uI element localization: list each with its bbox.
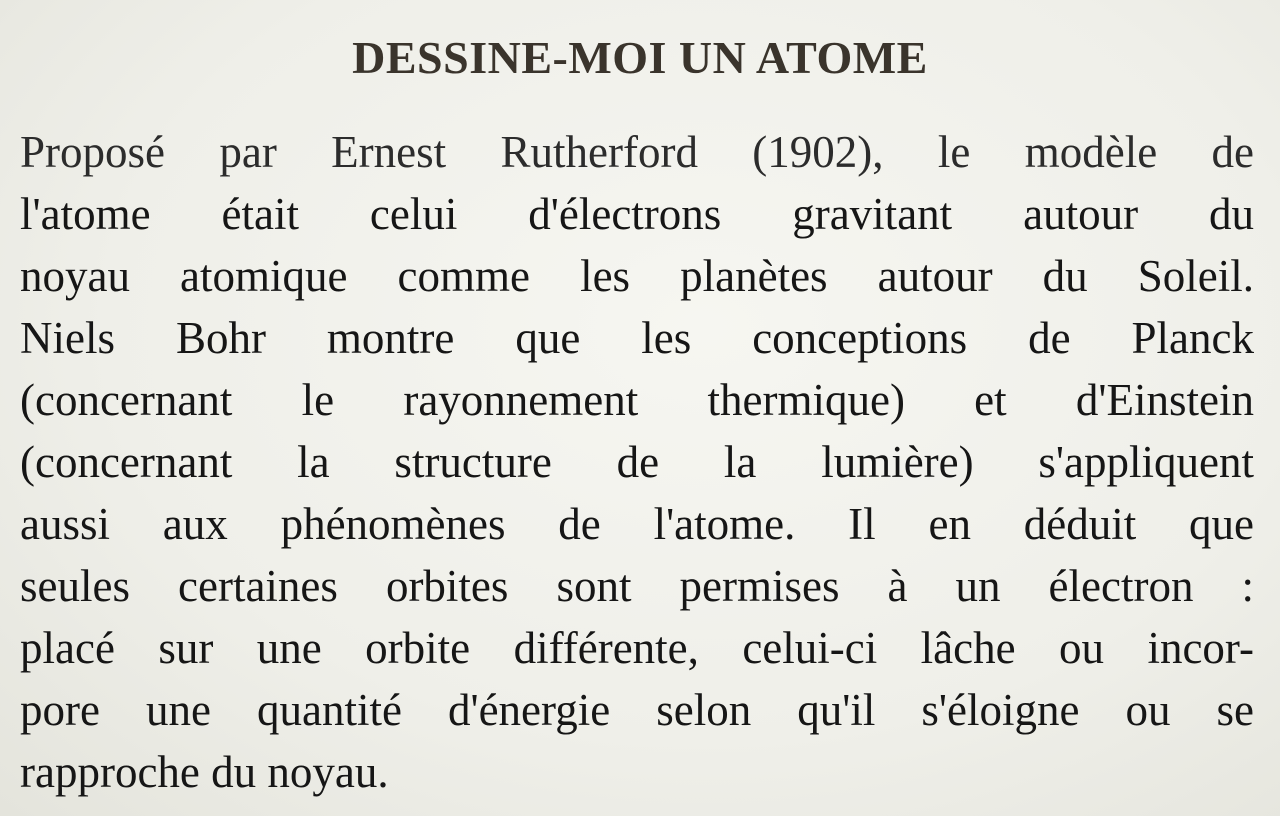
paragraph-line: (concernant la structure de la lumière) s'appliquent <box>20 437 1254 487</box>
body-paragraph <box>20 121 1254 803</box>
paragraph-line: rapproche du noyau. <box>20 747 389 797</box>
paragraph-line: placé sur une orbite différente, celui-ci lâche ou incor- <box>20 623 1254 673</box>
paragraph-line: seules certaines orbites sont permises à un électron : <box>20 561 1254 611</box>
paragraph-line: noyau atomique comme les planètes autour du Soleil. <box>20 251 1254 301</box>
paragraph-line: Niels Bohr montre que les conceptions de Planck <box>20 313 1254 363</box>
paragraph-line: l'atome était celui d'électrons gravitant autour du <box>20 189 1254 239</box>
document-title: DESSINE-MOI UN ATOME <box>352 32 928 83</box>
paragraph-line: pore une quantité d'énergie selon qu'il s'éloigne ou se <box>20 685 1254 735</box>
paragraph-line: aussi aux phénomènes de l'atome. Il en déduit que <box>20 499 1254 549</box>
paragraph-line: (concernant le rayonnement thermique) et d'Einstein <box>20 375 1254 425</box>
paragraph-line: Proposé par Ernest Rutherford (1902), le modèle de <box>20 127 1254 177</box>
